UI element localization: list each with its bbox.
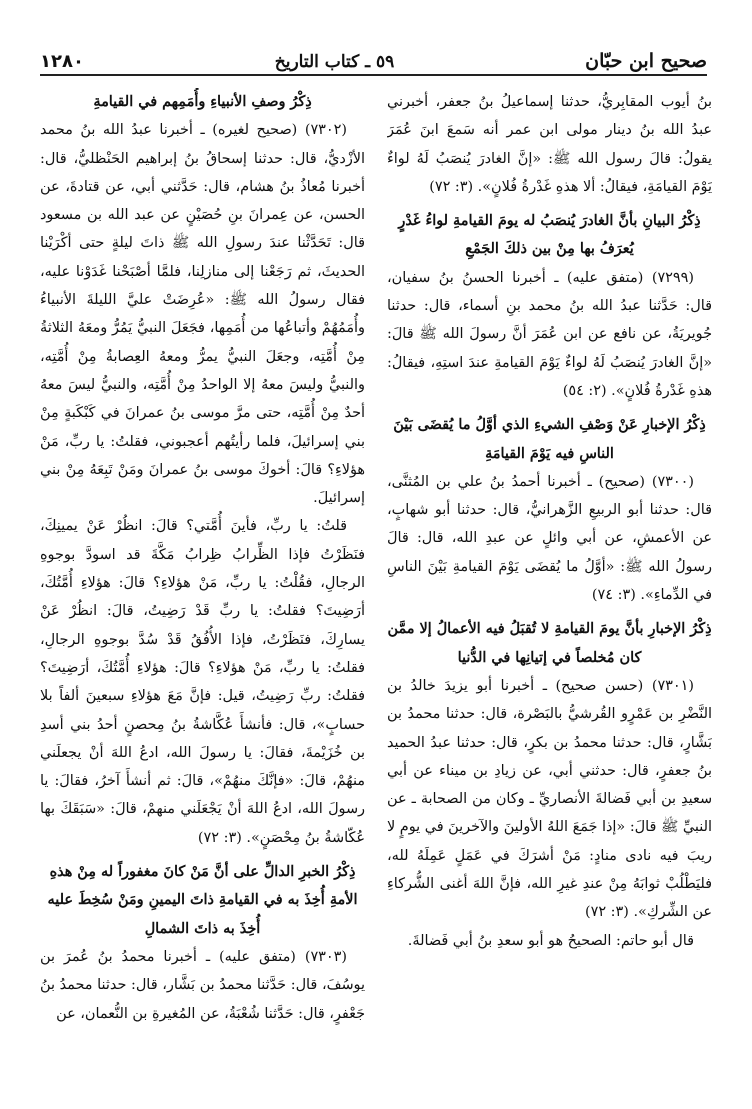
- section-heading: ذِكْرُ وصفِ الأنبياءِ وأُمَمِهم في القيامةِ: [93, 93, 312, 110]
- paragraph: بنُ أيوب المقابِريُّ، حدثنا إسماعيلُ بنُ جعفر، أخبرني عبدُ الله بنُ دينار مولى ابن عمر أنه سَمعَ ابنَ عُمَرَ يقولُ: قالَ رسول الله ﷺ: «إنَّ الغادرَ يُنصَبُ لَهُ لواءٌ يَوْمَ القيامَةِ، فيقالُ: ألا هذهِ غَدْرةُ فُلانٍ». (٣: ٧٢): [387, 94, 712, 195]
- section-heading: ذِكْرُ الإخبارِ بأنَّ يومَ القيامةِ لا تُقبَلُ فيه الأعمالُ إلا ممَّن كان مُخلصاً في إتيانِها في الدُّنيا: [387, 620, 712, 666]
- right-column: [387, 88, 712, 1088]
- page-number: ١٢٨٠: [40, 51, 84, 72]
- section-heading: ذِكْرُ الخبرِ الدالِّ على أنَّ مَنْ كانَ مغفوراً له مِنْ هذهِ الأمةِ أُخِذَ به في القيامةِ ذاتَ اليمينِ ومَنْ سُخِطَ عليه أُخِذَ به ذاتَ الشمالِ: [47, 863, 358, 937]
- left-column: [40, 88, 365, 1088]
- chapter-title: ٥٩ ـ كتاب التاريخ: [274, 52, 395, 72]
- hadith-paragraph: (٧٣٠٠) (صحيح) ـ أخبرنا أحمدُ بنُ علي بن المُثنَّى، قال: حدثنا أبو الربيعِ الزَّهرانيُّ، قال: حدثنا أبو شهابٍ، عن الأعمشِ، عن أبي وائلٍ عن عبدِ الله، قال: قالَ رسولُ الله ﷺ: «أوَّلُ ما يُقضَى يَوْمَ القيامةِ بَيْنَ الناسِ في الدِّماءِ». (٣: ٧٤): [387, 473, 712, 604]
- book-title: صحيح ابن حبّان: [585, 50, 707, 72]
- page-header: [40, 38, 707, 76]
- hadith-paragraph: (٧٣٠١) (حسن صحيح) ـ أخبرنا أبو يزيدَ خالدُ بن النَّضْرِ بن عَمْرٍو القُرشيُّ بالبَصْرة، قال: حدثنا محمدُ بن بَشَّارٍ، قال: حدثنا محمدُ بن بكرٍ، قال: حدثنا عبدُ الحميد بنُ جعفرٍ، قال: حدثني أبي، عن زيادِ بن ميناء عن أبي سعيدِ بن أبي فَضالةَ الأنصاريِّ ـ وكان من الصحابة ـ عن النبيِّ ﷺ قالَ: «إذا جَمَعَ اللهُ الأولينَ والآخرينَ في يومٍ لا ريبَ فيه نادى منادٍ: مَنْ أشرَكَ في عَمَلٍ عَمِلَهُ لله، فليَطْلُبْ ثوابَهُ مِنْ عندِ غيرِ الله، فإنَّ اللهَ أغنى الشُّركاءِ عن الشِّركِ». (٣: ٧٢): [387, 677, 712, 921]
- hadith-paragraph: (٧٢٩٩) (متفق عليه) ـ أخبرنا الحسنُ بنُ سفيان، قال: حَدَّثنا عبدُ الله بنُ محمد بنِ أسماء، قال: حدثنا جُويريَةُ، عن نافع عن ابن عُمَرَ أنَّ رسولَ الله ﷺ قالَ: «إنَّ الغادرَ يُنصَبُ لَهُ لواءٌ يَوْمَ القيامةِ عندَ استِهِ، فيقالُ: هذهِ غَدْرةُ فُلانٍ». (٢: ٥٤): [387, 269, 712, 399]
- section-heading: ذِكْرُ البيانِ بأنَّ الغادرَ يُنصَبُ له يومَ القيامةِ لواءُ غَدْرٍ يُعرَفُ بها مِنْ بين ذلكَ الجَمْعِ: [398, 212, 701, 258]
- hadith-paragraph: (٧٣٠٣) (متفق عليه) ـ أخبرنا محمدُ بنُ عُمرَ بن يوسُفَ، قال: حَدَّثنا محمدُ بن بَشَّار، قال: حدثنا محمدُ بنُ جَعْفرٍ، قال: حَدَّثنا شُعْبَةُ، عن المُغيرةِ بن النُّعمان، عن: [40, 948, 365, 1022]
- hadith-paragraph: (٧٣٠٢) (صحيح لغيره) ـ أخبرنا عبدُ الله بنُ محمد الأزْديُّ، قال: حدثنا إسحاقُ بنُ إبراهيم الحَنْظليُّ، قال: أخبرنا مُعاذُ بنُ هشام، قال: حَدَّثني أبي، عن قتادةَ، عن الحسن، عن عِمرانَ بنِ حُصَيْنٍ عن عبد الله بن مسعود قال: تَحَدَّثْنا عندَ رسولِ الله ﷺ ذاتَ ليلةٍ حتى أكْرَيْنا الحديثَ، ثم رَجَعْنا إلى منازلِنا، فلمَّا أصْبَحْنا غَدَوْنا عليه، فقال رسولُ الله ﷺ: «عُرِضَتْ عليَّ الليلةَ الأنبياءُ وأُمَمُهُمْ وأتباعُها من أُمَمِها، فجَعَلَ النبيُّ يَمُرُّ ومعَهُ الثلاثةُ مِنْ أُمَّتِه، وجعَلَ النبيُّ يمرُّ ومعهُ العِصابةُ مِنْ أُمَّتِه، والنبيُّ وليسَ معهُ إلا الواحدُ مِنْ أُمَّتِه، والنبيُّ ليسَ معهُ أحدٌ مِنْ أُمَّتِه، حتى مرَّ موسى بنُ عمرانَ في كَبْكَبةٍ مِنْ بني إسرائيلَ، فلما رأيتُهم أعجبوني، فقلتُ: يا ربِّ، مَنْ هؤلاءِ؟ قالَ: أخوكَ موسى بنُ عمرانَ ومَنْ تَبِعَهُ مِنْ بني إسرائيلَ.: [40, 122, 365, 507]
- section-heading: ذِكْرُ الإخبارِ عَنْ وَصْفِ الشيءِ الذي أوَّلُ ما يُقضَى بَيْنَ الناسِ فيه يَوْمَ القيامَةِ: [393, 416, 706, 462]
- commentary-paragraph: قال أبو حاتم: الصحيحُ هو أبو سعدِ بنُ أبي فَضالةَ.: [407, 932, 694, 949]
- hadith-continuation: قلتُ: يا ربِّ، فأينَ أُمَّتي؟ قالَ: انظُرْ عَنْ يمينِكَ، فنَظَرْتُ فإذا الظِّرابُ ظِرابُ مَكَّةَ قد اسودَّ بوجوهِ الرجالِ، فقُلْتُ: يا ربِّ، مَنْ هؤلاءِ؟ قالَ: هؤلاءِ أُمَّتُكَ، أرَضِيتَ؟ فقلتُ: يا ربِّ قَدْ رَضِيتُ، قالَ: انظُرْ عَنْ يسارِكَ، فنَظَرْتُ، فإذا الأُفُقُ قَدْ سُدَّ بوجوهِ الرجالِ، فقلتُ: يا ربِّ، مَنْ هؤلاءِ؟ قالَ: هؤلاءِ أُمَّتُكَ، أرَضِيتَ؟ فقلتُ: ربِّ رَضِيتُ، قيل: فإنَّ مَعَ هؤلاءِ سبعينَ ألفاً بلا حسابٍ»، قال: فأنشأَ عُكَّاشةُ بنُ مِحصنٍ أحدُ بني أسدِ بن خُزَيْمةَ، فقالَ: يا رسولَ الله، ادعُ اللهَ أنْ يجعلَني منهُمْ، قالَ: «فإنَّكَ منهُمْ»، قالَ: ثم أنشأَ آخرُ، فقالَ: يا رسولَ الله، ادعُ اللهَ أنْ يَجْعَلَني منهمْ، قالَ: «سَبَقَكَ بها عُكّاشةُ بنُ مِحْصَنٍ». (٣: ٧٢): [40, 518, 365, 846]
